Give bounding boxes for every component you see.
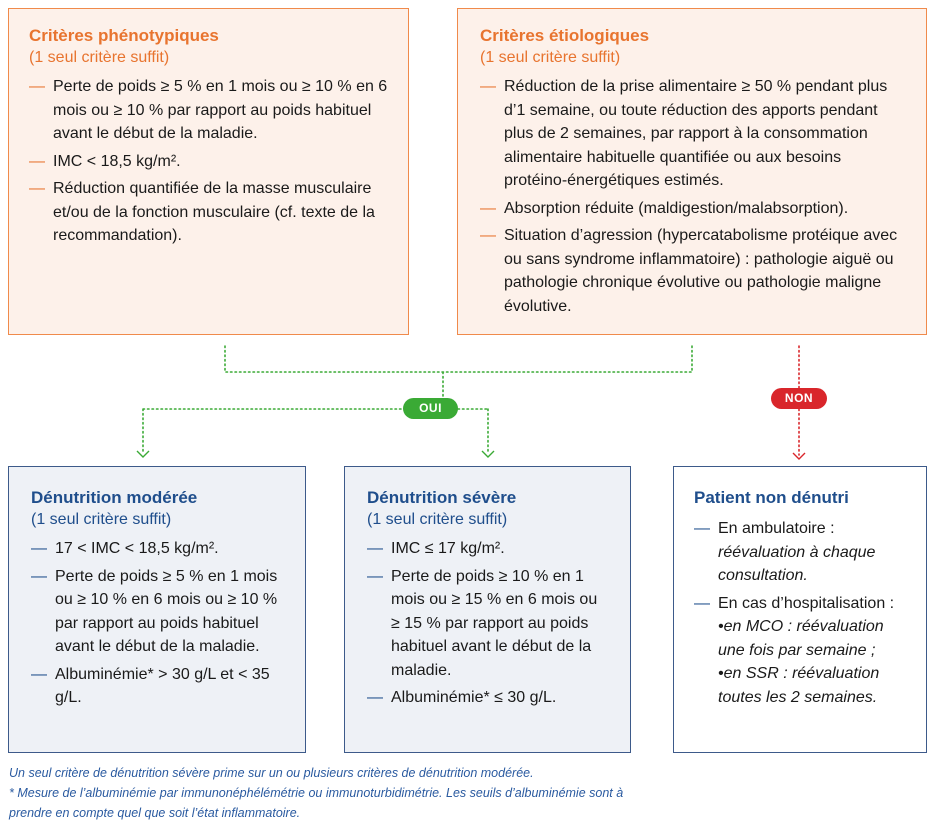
phenotypic-list <box>29 75 388 248</box>
phenotypic-title: Critères phénotypiques <box>29 26 219 45</box>
footnotes <box>9 763 649 823</box>
ssr-text: •en SSR : réévaluation toutes les 2 semaines. <box>718 665 880 706</box>
footnote-severity: Un seul critère de dénutrition sévère prime sur un ou plusieurs critères de dénutrition modérée. <box>9 766 534 780</box>
list-item: — Absorption réduite (maldigestion/malabsorption). <box>480 197 906 221</box>
list-item <box>694 592 912 710</box>
phenotypic-criteria-box <box>8 8 409 335</box>
etiologic-criteria-box <box>457 8 927 335</box>
moderate-list <box>31 537 283 710</box>
list-item: — Perte de poids ≥ 10 % en 1 mois ou ≥ 15 % en 6 mois ou ≥ 15 % par rapport au poids habituel avant le début de la maladie. <box>367 565 610 683</box>
not-malnourished-list <box>694 517 912 709</box>
moderate-malnutrition-box <box>8 466 306 753</box>
phenotypic-subtitle: (1 seul critère suffit) <box>29 49 170 66</box>
list-item: — Réduction de la prise alimentaire ≥ 50 % pendant plus d’1 semaine, ou toute réduction des apports pendant plus de 2 semaines, par rapport à la consommation alimentaire habituelle quantifiée ou aux besoins protéino-énergétiques estimés. <box>480 75 906 193</box>
arrow-moderate-icon <box>137 451 149 457</box>
list-item: — Albuminémie* ≤ 30 g/L. <box>367 686 610 710</box>
list-item: — 17 < IMC < 18,5 kg/m². <box>31 537 283 561</box>
list-item: — Albuminémie* > 30 g/L et < 35 g/L. <box>31 663 283 710</box>
severe-list <box>367 537 610 710</box>
yes-badge: OUI <box>403 398 458 419</box>
etiologic-list <box>480 75 906 318</box>
severe-subtitle: (1 seul critère suffit) <box>367 511 508 528</box>
not-malnourished-title: Patient non dénutri <box>694 488 849 507</box>
list-item <box>694 517 912 588</box>
footnote-albumin: * Mesure de l’albuminémie par immunonéphélémétrie ou immunoturbidimétrie. Les seuils d’albuminémie sont à prendre en compte quel que soit l’état inflammatoire. <box>9 786 624 820</box>
moderate-title: Dénutrition modérée <box>31 488 198 507</box>
list-item: — Situation d’agression (hypercatabolisme protéique avec ou sans syndrome inflammatoire) : pathologie aiguë ou pathologie chronique évolutive ou pathologie maligne évolutive. <box>480 224 906 318</box>
severe-malnutrition-box <box>344 466 631 753</box>
list-item: — Réduction quantifiée de la masse musculaire et/ou de la fonction musculaire (cf. texte de la recommandation). <box>29 177 388 248</box>
arrow-severe-icon <box>482 451 494 457</box>
ambulatory-text: réévaluation à chaque consultation. <box>718 543 876 584</box>
list-item: — Perte de poids ≥ 5 % en 1 mois ou ≥ 10 % en 6 mois ou ≥ 10 % par rapport au poids habituel avant le début de la maladie. <box>29 75 388 146</box>
mco-text: •en MCO : réévaluation une fois par semaine ; <box>718 618 884 659</box>
severe-title: Dénutrition sévère <box>367 488 517 507</box>
list-item: — IMC < 18,5 kg/m². <box>29 150 388 174</box>
etiologic-title: Critères étiologiques <box>480 26 650 45</box>
list-item: — IMC ≤ 17 kg/m². <box>367 537 610 561</box>
no-badge: NON <box>771 388 827 409</box>
hospital-label: En cas d’hospitalisation : <box>718 594 895 612</box>
moderate-subtitle: (1 seul critère suffit) <box>31 511 172 528</box>
ambulatory-label: En ambulatoire : <box>718 520 835 537</box>
list-item: — Perte de poids ≥ 5 % en 1 mois ou ≥ 10 % en 6 mois ou ≥ 10 % par rapport au poids habituel avant le début de la maladie. <box>31 565 283 659</box>
etiologic-subtitle: (1 seul critère suffit) <box>480 49 621 66</box>
not-malnourished-box <box>673 466 927 753</box>
